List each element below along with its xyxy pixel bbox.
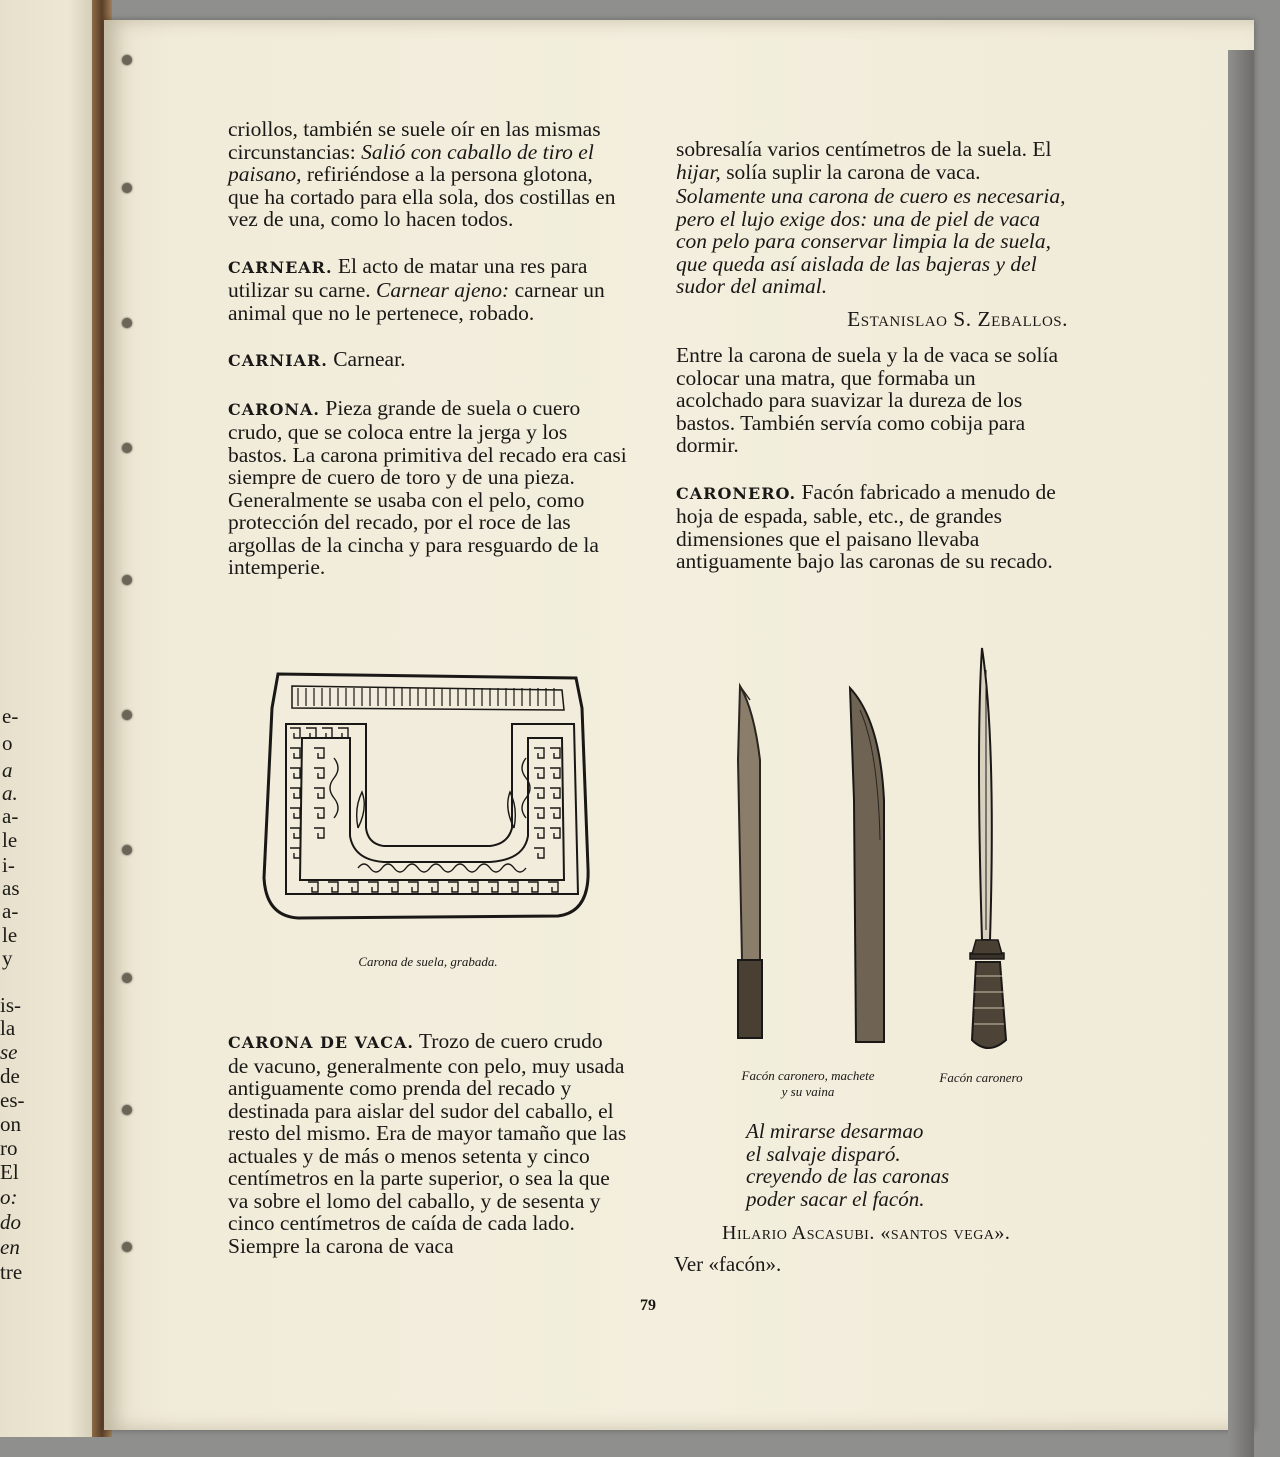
binding-stitch bbox=[122, 845, 132, 855]
left-page-fragment: a bbox=[2, 758, 13, 782]
left-page-fragment: se bbox=[0, 1040, 18, 1064]
matra-paragraph: Entre la carona de suela y la de vaca se solía colocar una matra, que formaba un acolchado para suavizar la dureza de los bastos. También servía como cobija para dormir. bbox=[676, 343, 1059, 457]
zeballos-quote: Solamente una carona de cuero es necesaria, pero el lujo exige dos: una de piel de vaca con pelo para conservar limpia la de suela, que queda así aislada de las bajeras y del sudor del animal. bbox=[676, 184, 1066, 298]
binding-stitch bbox=[122, 55, 132, 65]
binding-stitch bbox=[122, 183, 132, 193]
left-page-fragment: a. bbox=[2, 781, 18, 805]
left-page-fragment: tre bbox=[0, 1260, 23, 1284]
entry-caronero: CARONERO. Facón fabricado a menudo de hoja de espada, sable, etc., de grandes dimensiones que el paisano llevaba antiguamente bajo las caronas de su recado. bbox=[676, 479, 1056, 573]
left-page-fragment: le bbox=[2, 828, 18, 852]
entry-carona: CARONA. Pieza grande de suela o cuero crudo, que se coloca entre la jerga y los bastos. La carona primitiva del recado era casi siempre de cuero de toro y de una pieza. Generalmente se usaba con el pelo, como protección del recado, por el roce de las argollas de la cincha y para resguardo de la intemperie. bbox=[228, 395, 627, 579]
continuation-paragraph: criollos, también se suele oír en las mismas circunstancias: Salió con caballo de tiro el paisano, refiriéndose a la persona glotona, que ha cortado para ella sola, dos costillas en vez de una, como lo hacen todos. bbox=[228, 117, 616, 231]
entry-carnear: CARNEAR. El acto de matar una res para utilizar su carne. Carnear ajeno: carnear un animal que no le pertenece, robado. bbox=[228, 253, 605, 325]
figure-caption-machete: Facón caronero, machete y su vaina bbox=[741, 1068, 875, 1099]
binding-stitch bbox=[122, 973, 132, 983]
right-continuation: sobresalía varios centímetros de la suela. El hijar, solía suplir la carona de vaca. bbox=[676, 137, 1052, 184]
entry-carniar: CARNIAR. Carnear. bbox=[228, 347, 406, 371]
entry-carona-de-vaca: CARONA DE VACA. Trozo de cuero crudo de vacuno, generalmente con pelo, muy usada antiguamente como prenda del recado y destinada para aislar del sudor del caballo, el resto del mismo. Era de mayor tamaño que las actuales y de más o menos setenta y cinco centímetros en la parte superior, o sea la que va sobre el lomo del caballo, y de sesenta y cinco centímetros de caída de cada lado. Siempre la carona de vaca bbox=[228, 1029, 627, 1258]
see-also-reference: Ver «facón». bbox=[674, 1252, 782, 1276]
right-text-column bbox=[676, 138, 1068, 573]
quote-author: Estanislao S. Zeballos. bbox=[847, 306, 1068, 331]
left-page-fragment: le bbox=[2, 923, 18, 947]
left-page-fragment: i- bbox=[2, 853, 15, 877]
binding-stitch bbox=[122, 443, 132, 453]
left-page-fragment: a- bbox=[2, 899, 19, 923]
binding-stitch bbox=[122, 1242, 132, 1252]
left-page-fragment: o bbox=[2, 731, 13, 755]
left-page-fragment: en bbox=[0, 1235, 20, 1259]
left-page-fragment: la bbox=[0, 1016, 16, 1040]
left-page-fragment: y bbox=[2, 946, 13, 970]
left-page-edge bbox=[0, 0, 98, 1437]
left-page-fragment: es- bbox=[0, 1088, 25, 1112]
left-page-fragment: as bbox=[2, 876, 20, 900]
verse-quote: Al mirarse desarmao el salvaje disparó. creyendo de las caronas poder sacar el facón. bbox=[746, 1119, 950, 1211]
binding-stitch bbox=[122, 318, 132, 328]
left-text-column bbox=[228, 118, 628, 579]
binding-stitch bbox=[122, 575, 132, 585]
binding-stitch bbox=[122, 1105, 132, 1115]
left-page-fragment: o: bbox=[0, 1185, 18, 1209]
left-page-fragment: ro bbox=[0, 1136, 18, 1160]
verse-attribution: Hilario Ascasubi. «santos vega». bbox=[722, 1222, 1011, 1244]
page-number: 79 bbox=[640, 1297, 656, 1314]
figure-caption-carona: Carona de suela, grabada. bbox=[358, 954, 498, 969]
left-page-fragment: on bbox=[0, 1112, 21, 1136]
facon-illustration bbox=[720, 640, 1060, 1060]
left-page-fragment: do bbox=[0, 1210, 21, 1234]
left-page-fragment: is- bbox=[0, 993, 21, 1017]
left-page-fragment: El bbox=[0, 1160, 19, 1184]
binding-stitch bbox=[122, 710, 132, 720]
left-page-fragment: e- bbox=[2, 704, 19, 728]
left-page-fragment: de bbox=[0, 1064, 20, 1088]
carona-illustration bbox=[258, 668, 596, 930]
figure-caption-facon: Facón caronero bbox=[939, 1070, 1023, 1085]
left-page-fragment: a- bbox=[2, 804, 19, 828]
page-edge bbox=[1228, 50, 1254, 1457]
